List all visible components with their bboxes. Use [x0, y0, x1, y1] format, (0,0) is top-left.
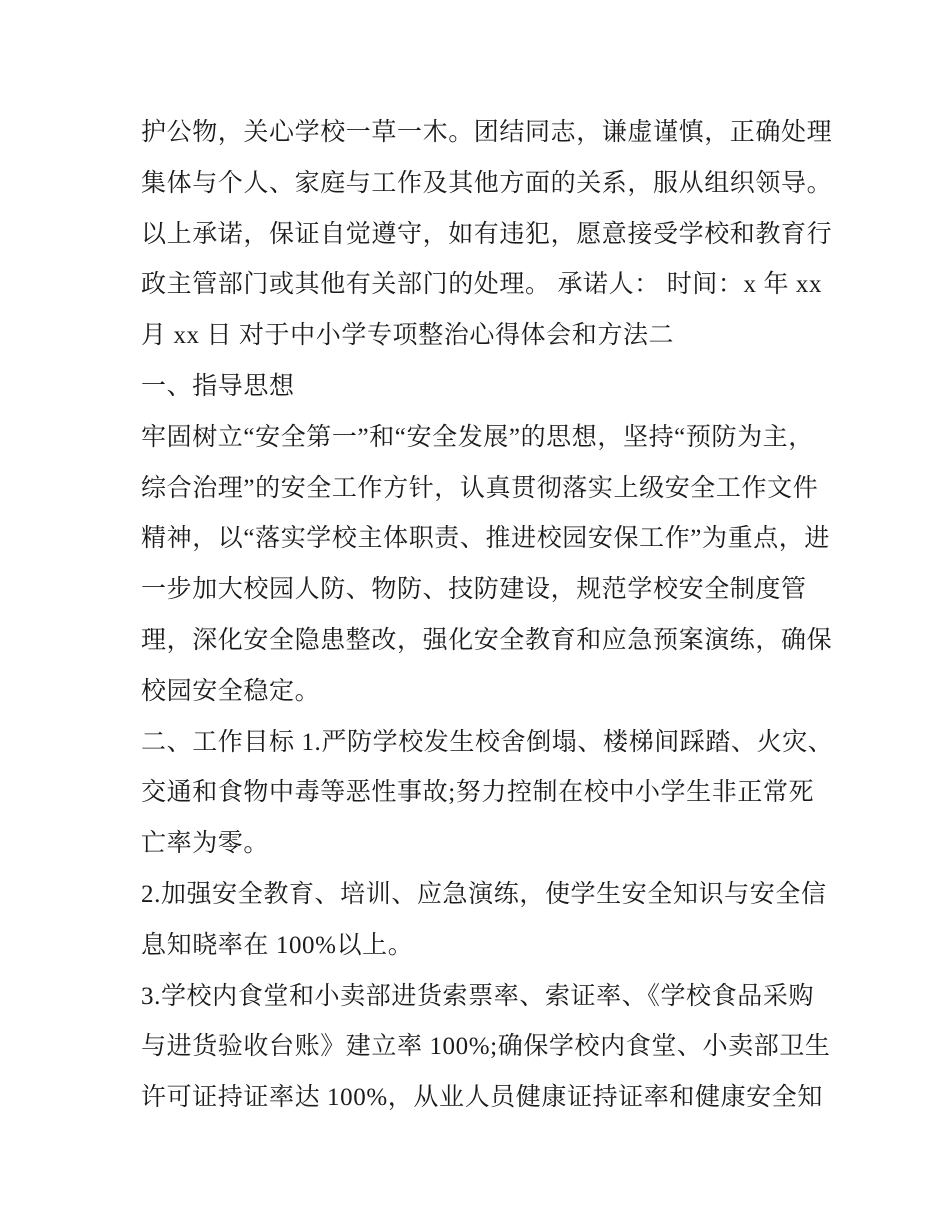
text-line: 许可证持证率达 100%，从业人员健康证持证率和健康安全知	[141, 1084, 823, 1112]
text-line: 2.加强安全教育、培训、应急演练，使学生安全知识与安全信	[141, 880, 827, 908]
text-line: 与进货验收台账》建立率 100%;确保学校内食堂、小卖部卫生	[141, 1033, 831, 1061]
text-line: 二、工作目标 1.严防学校发生校舍倒塌、楼梯间踩踏、火灾、	[141, 728, 834, 756]
text-line: 3.学校内食堂和小卖部进货索票率、索证率、《学校食品采购	[141, 982, 815, 1010]
text-line: 以上承诺，保证自觉遵守，如有违犯，愿意接受学校和教育行	[141, 220, 833, 248]
section-heading: 一、指导思想	[141, 372, 295, 400]
text-line: 牢固树立“安全第一”和“安全发展”的思想，坚持“预防为主，	[141, 423, 814, 451]
text-line: 护公物，关心学校一草一木。团结同志，谦虚谨慎，正确处理	[141, 119, 833, 146]
document-body	[141, 108, 834, 1124]
text-line: 集体与个人、家庭与工作及其他方面的关系，服从组织领导。	[141, 169, 833, 197]
text-line: 息知晓率在 100%以上。	[141, 931, 414, 959]
text-line: 理，深化安全隐患整改，强化安全教育和应急预案演练，确保	[141, 626, 833, 654]
text-line: 精神，以“落实学校主体职责、推进校园安保工作”为重点，进	[141, 525, 830, 553]
text-line: 校园安全稳定。	[141, 677, 321, 705]
text-line: 政主管部门或其他有关部门的处理。 承诺人： 时间：x 年 xx	[141, 271, 823, 299]
text-line: 综合治理”的安全工作方针，认真贯彻落实上级安全工作文件	[141, 474, 819, 502]
text-line: 亡率为零。	[141, 830, 270, 858]
text-line: 月 xx 日 对于中小学专项整治心得体会和方法二	[141, 322, 675, 350]
text-line: 一步加大校园人防、物防、技防建设，规范学校安全制度管	[141, 576, 807, 604]
text-line: 交通和食物中毒等恶性事故;努力控制在校中小学生非正常死	[141, 779, 815, 807]
